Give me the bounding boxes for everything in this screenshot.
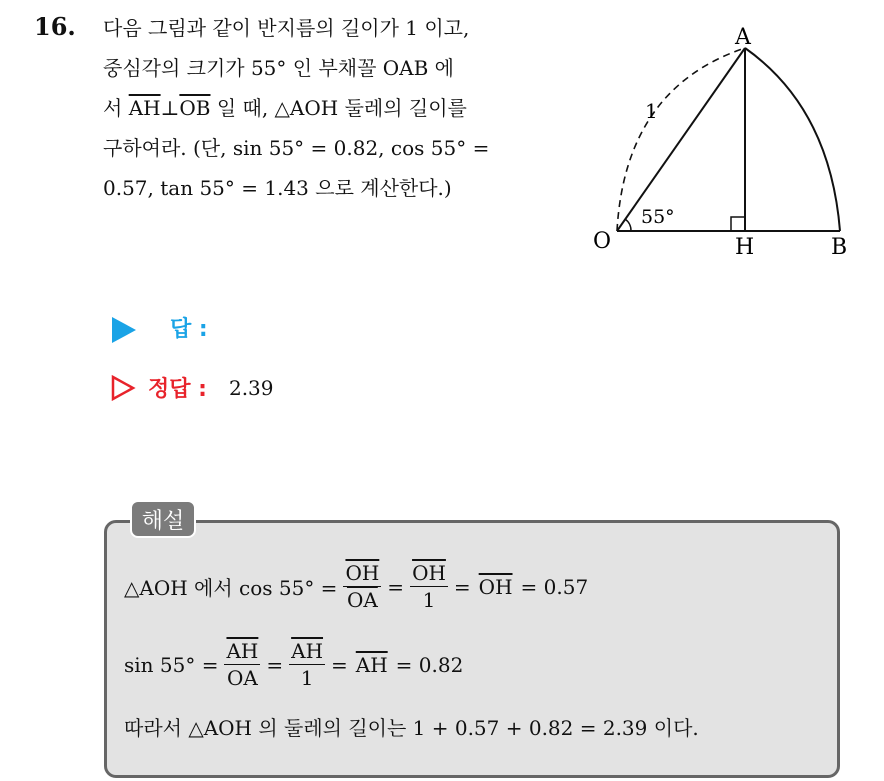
angle-arc [625, 219, 631, 231]
fraction-oh-1: $\frac{\overline{OH}}{1}$ [412, 561, 446, 612]
fraction-ah-oa: $\frac{\overline{AH}}{OA}$ [226, 639, 259, 690]
label-o: O [593, 229, 612, 254]
answer-label: 답 : [170, 317, 208, 342]
solution-line-3: 따라서 △AOH 의 둘레의 길이는 1 + 0.57 + 0.82 = 2.39 이다. [124, 716, 699, 740]
segment-ah: $\overline{AH}$ [128, 96, 161, 120]
question-text [103, 8, 573, 208]
answer-row [112, 312, 208, 343]
question-line-1: 다음 그림과 같이 반지름의 길이가 1 이고, [103, 16, 470, 40]
sector-figure [585, 18, 865, 268]
segment-oa [617, 48, 745, 231]
outline-triangle-icon [110, 375, 136, 401]
label-h: H [735, 235, 755, 260]
correct-value: 2.39 [228, 375, 274, 400]
question-line-4: 구하여라. (단, sin 55° = 0.82, cos 55° = [103, 136, 490, 160]
label-angle: 55° [641, 206, 675, 228]
arc-ab [745, 48, 840, 231]
correct-answer-row [110, 372, 274, 403]
question-line-3: 서 $\overline{AH}\perp\overline{OB}$ 일 때, △AOH 둘레의 길이를 [103, 96, 467, 120]
question-number: 16. [34, 12, 76, 41]
correct-label: 정답 : [148, 377, 207, 402]
label-a: A [735, 25, 751, 50]
label-b: B [831, 235, 848, 260]
question-line-2: 중심각의 크기가 55° 인 부채꼴 OAB 에 [103, 56, 454, 80]
segment-ob: $\overline{OB}$ [179, 96, 211, 120]
fraction-oh-oa: $\frac{\overline{OH}}{OA}$ [345, 561, 380, 612]
solution-line-2: sin 55° = $\frac{\overline{AH}}{OA}$ = $\frac{\overline{AH}}{1}$ = $\overline{AH}$ = 0.82 [124, 639, 464, 690]
question-line-5: 0.57, tan 55° = 1.43 으로 계산한다.) [103, 176, 452, 200]
solution-line-1: △AOH 에서 cos 55° = $\frac{\overline{OH}}{OA}$ = $\frac{\overline{OH}}{1}$ = $\overline{OH}$ = 0.57 [124, 561, 589, 612]
play-triangle-icon [112, 317, 136, 343]
label-radius: 1 [645, 99, 658, 123]
fraction-ah-1: $\frac{\overline{AH}}{1}$ [291, 639, 324, 690]
right-angle-mark [731, 217, 745, 231]
solution-tab: 해설 [130, 500, 196, 538]
